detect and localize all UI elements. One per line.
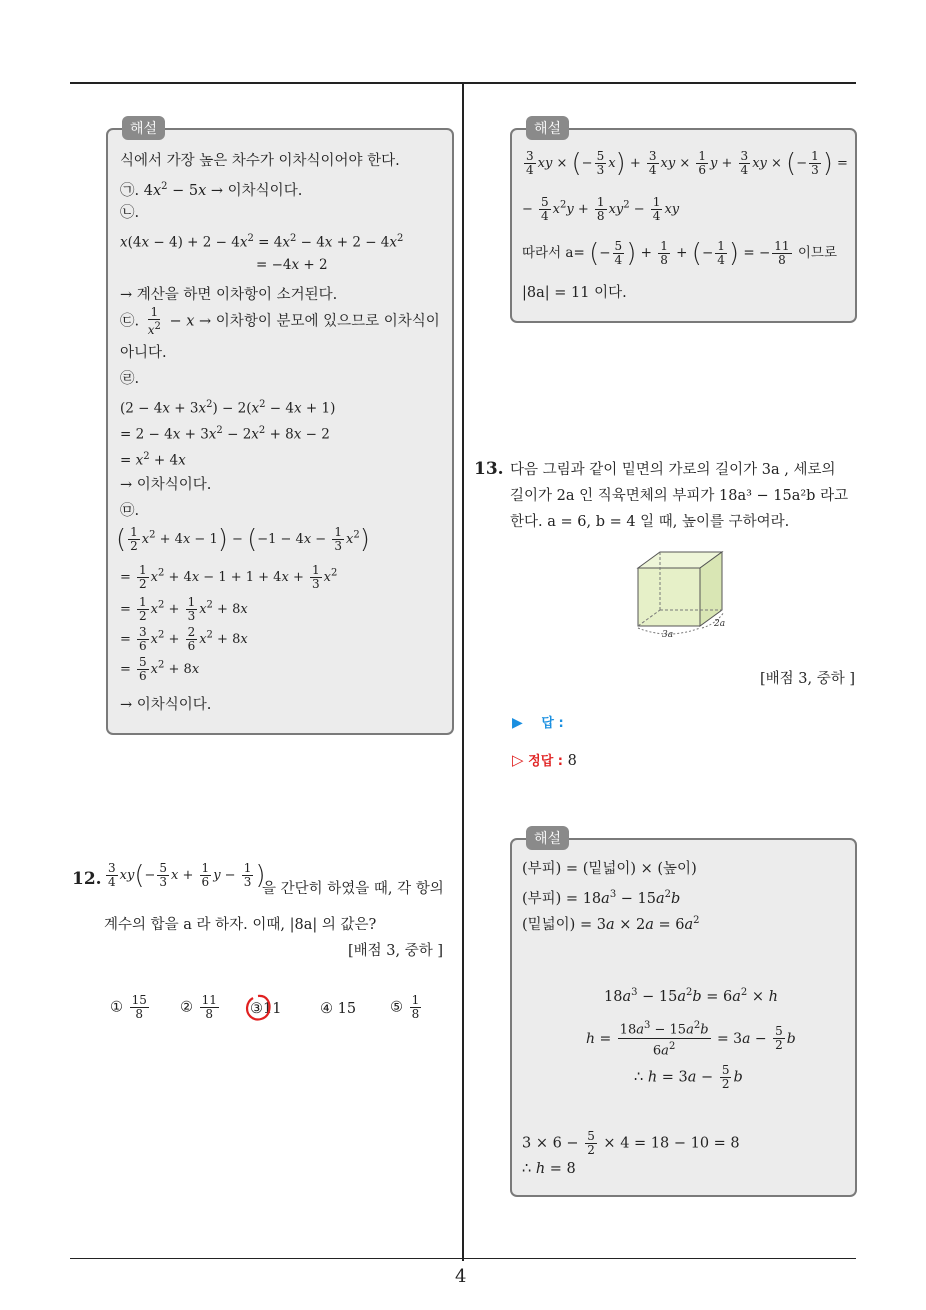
solution-line: ∴ h = 3a − $\frac{5}{2}$ b: [634, 1063, 743, 1091]
left-solution-box: [106, 121, 454, 735]
solution-line: $(2 - 4x + 3x^2) - 2(x^2 - 4x + 1)$: [120, 399, 336, 417]
choice-3[interactable]: ③11: [250, 1001, 282, 1017]
answer-row: [512, 714, 564, 733]
q12-text-line2: 계수의 합을 a 라 하자. 이때, |8a| 의 값은?: [104, 917, 377, 933]
choice-4[interactable]: ④ 15: [320, 1001, 357, 1017]
correct-answer-value: 8: [567, 753, 577, 769]
cuboid-label-width: 3a: [662, 630, 674, 640]
solution-line: 아니다.: [120, 345, 167, 361]
solution-line: = −4x + 2: [256, 257, 328, 273]
correct-answer-label: 정답 :: [528, 754, 563, 769]
q13-text-line3: 한다. a = 6, b = 4 일 때, 높이를 구하여라.: [510, 514, 790, 530]
solution-line: ㉣.: [120, 371, 140, 387]
solution-line: ( $\frac{1}{2}$ $x^2 + 4x - 1) - (-1 - 4x$ − $\frac{1}{3}$ $x^2$): [116, 524, 370, 555]
solution-line: 따라서 a= (− $\frac{5}{4}$ ) + $\frac{1}{8}$ + (− $\frac{1}{4}$ ) = − $\frac{11}{8}$ 이므로: [522, 238, 837, 269]
solution-line: (밑넓이) = $3a \times 2a = 6a^2$: [522, 915, 700, 933]
solution-tab-label: 해설: [526, 116, 569, 140]
choice-2[interactable]: ② $\frac{11}{8}$: [180, 993, 217, 1021]
solution-line: → 이차식이다.: [120, 697, 212, 713]
solution-line: 3 × 6 − $\frac{5}{2}$ × 4 = 18 − 10 = 8: [522, 1129, 740, 1157]
correct-answer-row: [512, 751, 577, 771]
solution-line: = $\frac{1}{2}$ $x^2 + 4x - 1 + 1 + 4x$ + $\frac{1}{3}$ $x^2$: [120, 563, 338, 591]
selected-answer-circle-icon: [243, 993, 273, 1023]
solution-line: |8a| = 11 이다.: [522, 285, 627, 301]
q12-text-line1: 을 간단히 하였을 때, 각 항의: [262, 881, 444, 897]
q12-number: 12.: [72, 869, 102, 889]
solution-line: − $\frac{5}{4}$ $x^2y$ + $\frac{1}{8}$ $xy^2$ − $\frac{1}{4}$ xy: [522, 195, 680, 223]
solution-line: ㉡.: [120, 205, 140, 221]
solution-tab-label: 해설: [526, 826, 569, 850]
solution-line: = $\frac{5}{6}$ $x^2 + 8x$: [120, 655, 200, 683]
play-triangle-icon: ▶: [512, 715, 523, 731]
q13-text-line2: 길이가 2a 인 직육면체의 부피가 18a³ − 15a²b 라고: [510, 488, 849, 504]
cuboid-figure: [628, 548, 748, 640]
q13-solution-box: [510, 831, 857, 1197]
solution-line: → 계산을 하면 이차항이 소거된다.: [120, 287, 338, 303]
right-solution-box: [510, 121, 857, 323]
choice-5[interactable]: ⑤ $\frac{1}{8}$: [390, 993, 420, 1021]
column-divider: [462, 83, 464, 1261]
outline-triangle-icon: ▷: [512, 751, 524, 769]
q12-meta: [배점 3, 중하 ]: [348, 943, 444, 959]
q12-expression: $\frac{3}{4}$ xy(− $\frac{5}{3}$ x + $\frac{1}{6}$ y − $\frac{1}{3}$ ): [108, 860, 266, 891]
solution-line: ∴ h = 8: [522, 1161, 576, 1177]
solution-line: → 이차식이다.: [120, 477, 212, 493]
q13-meta: [배점 3, 중하 ]: [760, 671, 856, 687]
solution-line: (부피) = $18a^3 - 15a^2b$: [522, 889, 681, 907]
page-number: 4: [455, 1266, 467, 1287]
bottom-rule: [70, 1258, 856, 1259]
solution-line: (부피) = (밑넓이) × (높이): [522, 861, 697, 877]
solution-line: = $2 - 4x + 3x^2 - 2x^2 + 8x - 2$: [120, 425, 330, 443]
solution-line: ㉤.: [120, 503, 140, 519]
solution-line: = $x^2 + 4x$: [120, 451, 186, 469]
q13-text-line1: 다음 그림과 같이 밑면의 가로의 길이가 3a , 세로의: [510, 462, 836, 478]
solution-line: ㉢. $\frac{1}{x^2}$ − x → 이차항이 분모에 있으므로 이차식이: [120, 305, 440, 337]
cuboid-label-depth: 2a: [714, 619, 726, 629]
solution-line: h = $\frac{18a^3 - 15a^2b}{6a^2}$ = 3a − $\frac{5}{2}$ b: [586, 1020, 796, 1059]
solution-line: = $\frac{3}{6}$ $x^2$ + $\frac{2}{6}$ $x^2 + 8x$: [120, 625, 248, 653]
solution-line: $\frac{3}{4}$ xy × (− $\frac{5}{3}$ x) + $\frac{3}{4}$ xy × $\frac{1}{6}$ y + $\frac{3}{4}$ xy × (− $\frac{1}{3}$ ) =: [526, 148, 848, 179]
choice-1[interactable]: ① $\frac{15}{8}$: [110, 993, 147, 1021]
answer-label: 답 :: [541, 716, 564, 731]
solution-tab-label: 해설: [122, 116, 165, 140]
solution-line: $18a^3 - 15a^2b = 6a^2 \times h$: [604, 987, 778, 1005]
solution-line: 식에서 가장 높은 차수가 이차식이어야 한다.: [120, 153, 400, 169]
q13-number: 13.: [474, 459, 504, 479]
solution-line: = $\frac{1}{2}$ $x^2$ + $\frac{1}{3}$ $x^2 + 8x$: [120, 595, 248, 623]
solution-line: ㉠. $4x^2 - 5x$ → 이차식이다.: [120, 181, 303, 199]
solution-line: $x(4x - 4) + 2 - 4x^2 = 4x^2 - 4x + 2 - 4x^2$: [120, 233, 404, 251]
